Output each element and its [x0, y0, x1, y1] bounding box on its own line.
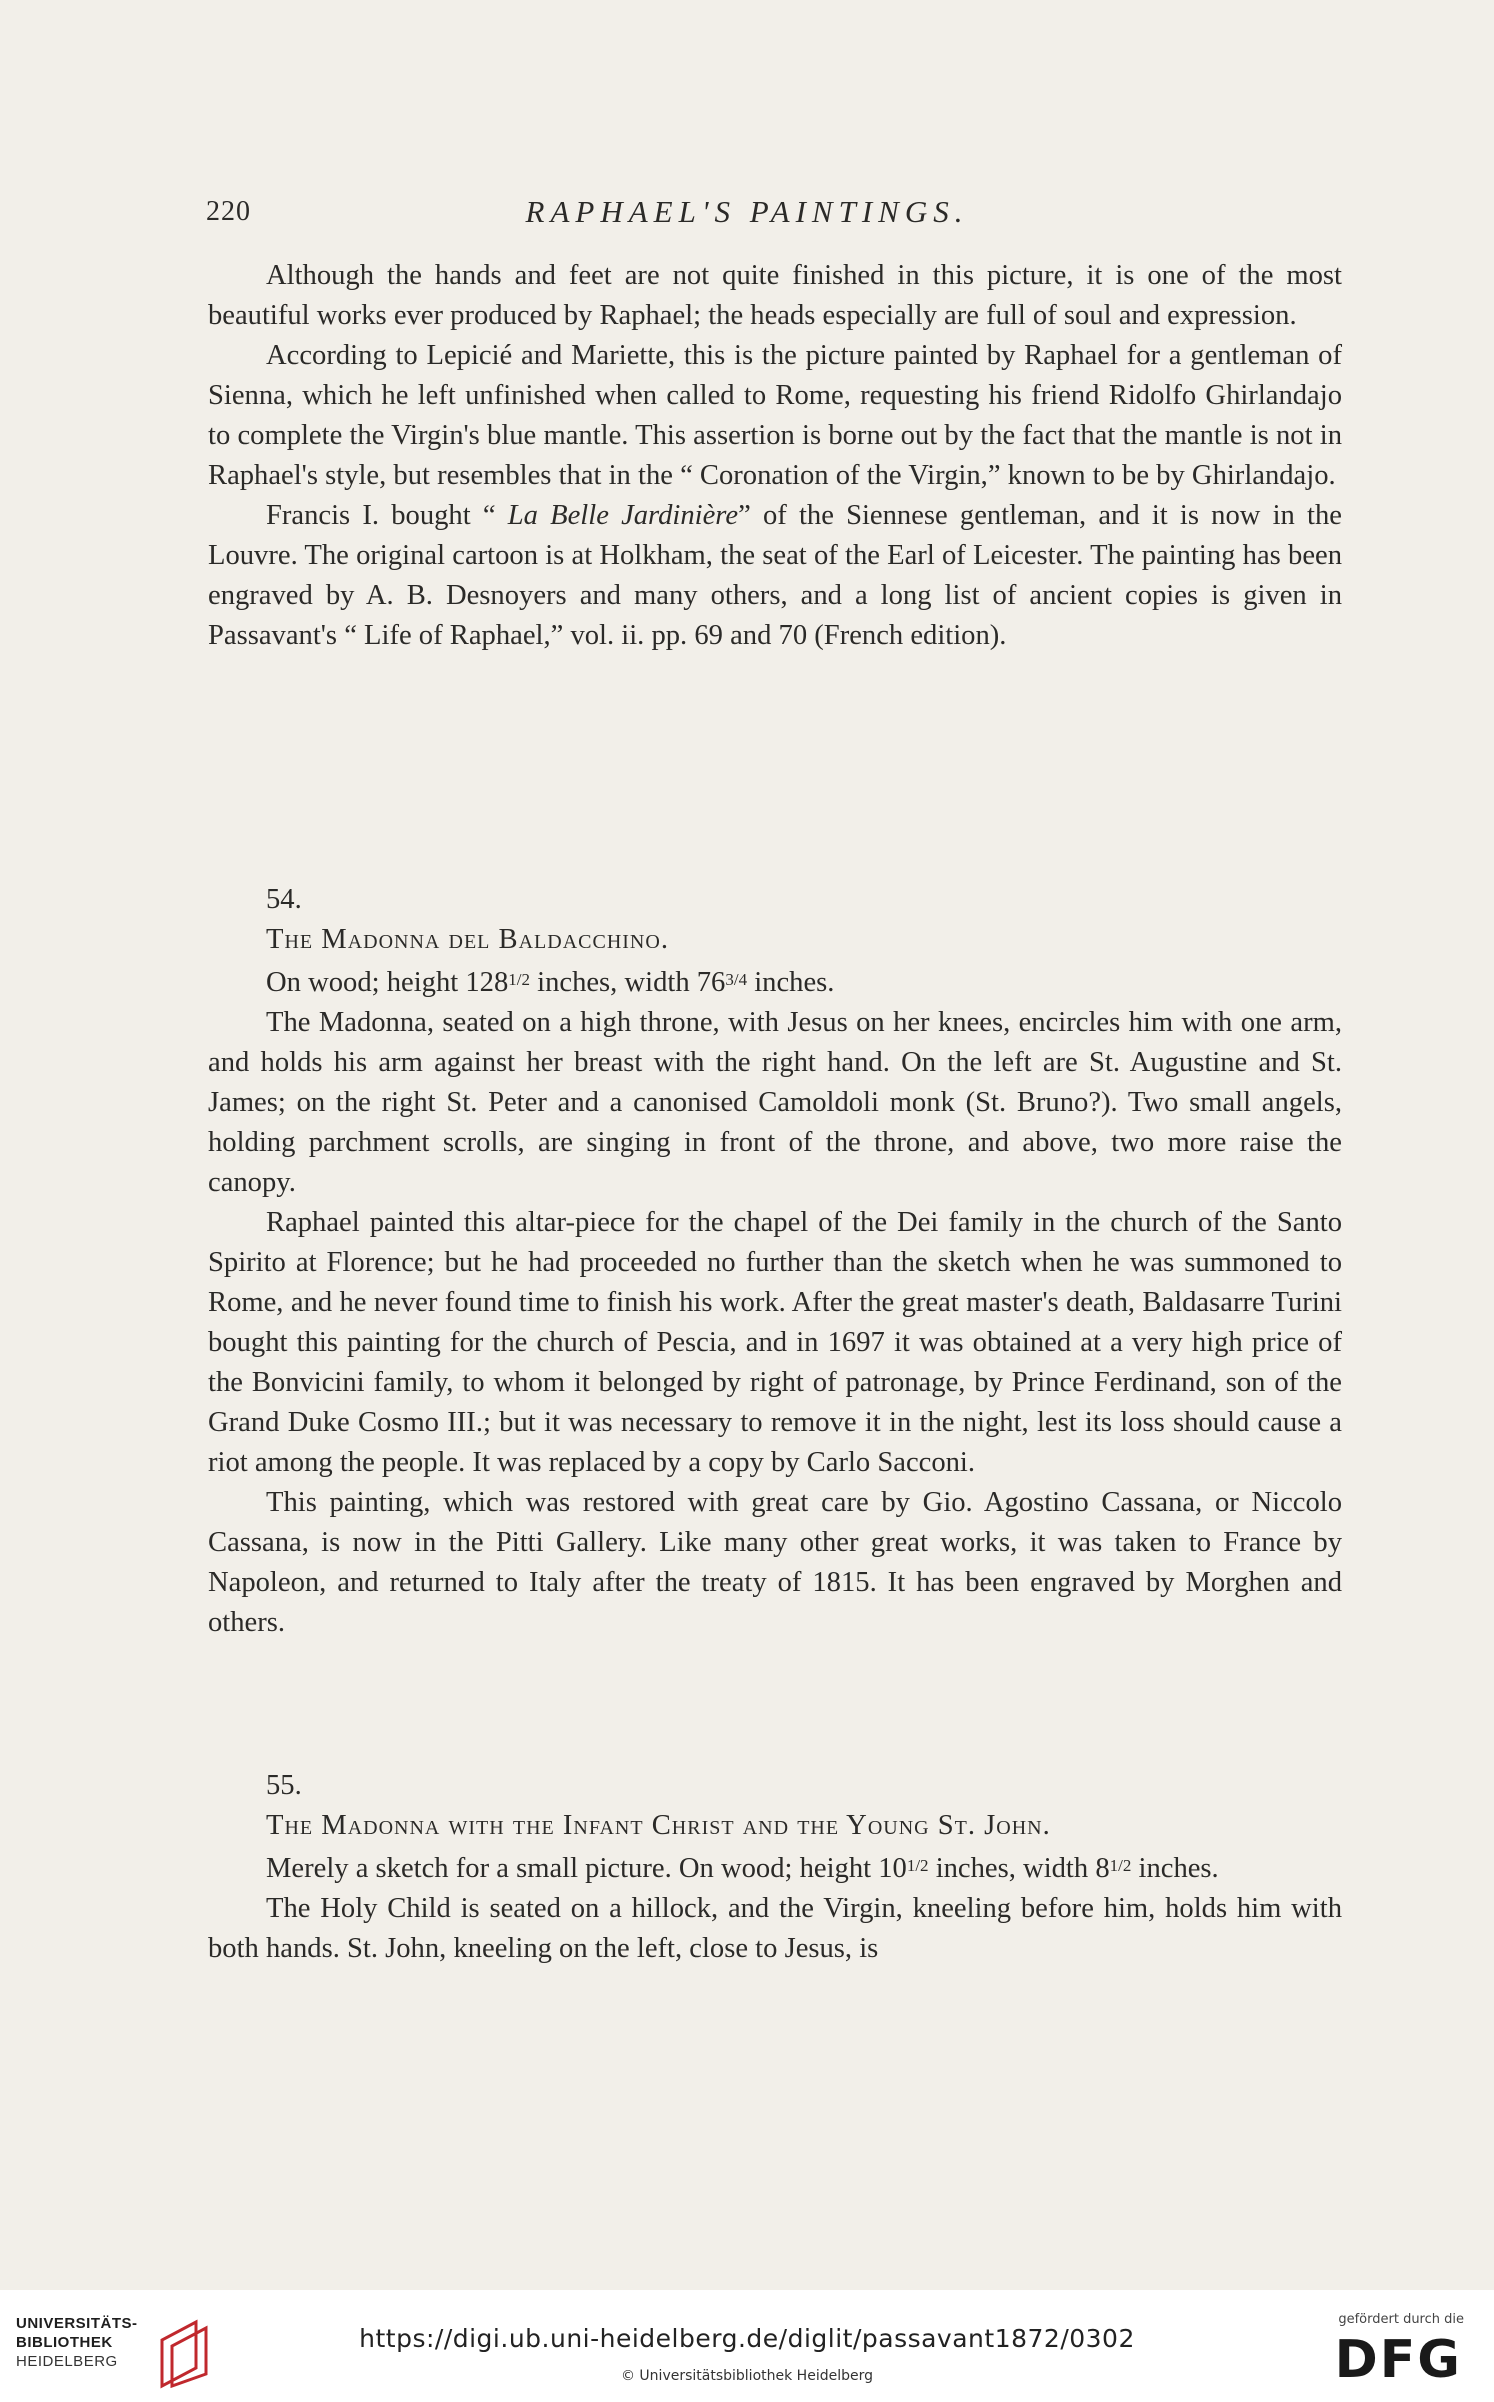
- section-55: [208, 1766, 1342, 1969]
- text-run: inches.: [1131, 1853, 1219, 1884]
- dimensions-line: [208, 960, 1342, 1003]
- text-run: Francis I. bought “: [266, 500, 508, 531]
- page-header: [0, 190, 1494, 240]
- text-run: Merely a sketch for a small picture. On wood; height 10: [266, 1853, 907, 1884]
- paragraph: [208, 496, 1342, 656]
- library-name-line: UNIVERSITÄTS-: [16, 2315, 138, 2332]
- fraction: 1/2: [1109, 1856, 1132, 1875]
- dimensions-line: [208, 1846, 1342, 1889]
- text-run: inches, width 76: [529, 967, 726, 998]
- paragraph: According to Lepicié and Mariette, this is the picture painted by Raphael for a gentleman of Sienna, which he left unfinished when called to Rome, requesting his friend Ridolfo Ghirlandajo to complete the Virgin's blue mantle. This assertion is borne out by the fact that the mantle is not in Raphael's style, but resembles that in the “ Coronation of the Virgin,” known to be by Ghirlandajo.: [208, 340, 1342, 491]
- body-text-top: [208, 256, 1342, 656]
- text-run: inches, width 8: [928, 1853, 1110, 1884]
- text-run: On wood; height 128: [266, 967, 509, 998]
- section-title: The Madonna with the Infant Christ and the Young St. John.: [266, 1810, 1051, 1841]
- italic-title: La Belle Jardinière: [507, 500, 739, 531]
- library-name-line: HEIDELBERG: [16, 2353, 118, 2370]
- running-title: RAPHAEL'S PAINTINGS.: [525, 194, 969, 229]
- copyright-notice: © Universitätsbibliothek Heidelberg: [620, 2368, 873, 2384]
- library-name-line: BIBLIOTHEK: [16, 2334, 113, 2351]
- section-number: 55.: [266, 1770, 302, 1801]
- footer-bar: [0, 2290, 1494, 2402]
- section-54: [208, 880, 1342, 1643]
- text-run: ” of the Siennese gentleman, and it is now in the Louvre. The original cartoon is at Holkham, the seat of the Earl of Leicester. The painting has been engraved by A. B. Desnoyers and many others, and a long list of ancient copies is given in Passavant's “ Life of Raphael,” vol. ii. pp. 69 and 70 (French edition).: [208, 500, 1342, 651]
- section-title: The Madonna del Baldacchino.: [266, 924, 669, 955]
- fraction: 1/2: [906, 1856, 929, 1875]
- text-run: inches.: [747, 967, 835, 998]
- permalink-url[interactable]: https://digi.ub.uni-heidelberg.de/diglit/passavant1872/0302: [359, 2324, 1135, 2353]
- page-number: 220: [206, 196, 251, 227]
- section-number: 54.: [266, 884, 302, 915]
- paragraph: The Madonna, seated on a high throne, with Jesus on her knees, encircles him with one arm, and holds his arm against her breast with the right hand. On the left are St. Augustine and St. James; on the right St. Peter and a canonised Camoldoli monk (St. Bruno?). Two small angels, holding parchment scrolls, are singing in front of the throne, and above, two more raise the canopy.: [208, 1007, 1342, 1198]
- dfg-logo[interactable]: DFG: [1334, 2330, 1462, 2390]
- fraction: 3/4: [725, 970, 748, 989]
- paragraph: Although the hands and feet are not quite finished in this picture, it is one of the most beautiful works ever produced by Raphael; the heads especially are full of soul and expression.: [208, 260, 1342, 331]
- paragraph: The Holy Child is seated on a hillock, and the Virgin, kneeling before him, holds him with both hands. St. John, kneeling on the left, close to Jesus, is: [208, 1893, 1342, 1964]
- paragraph: This painting, which was restored with great care by Gio. Agostino Cassana, or Niccolo Cassana, is now in the Pitti Gallery. Like many other great works, it was taken to France by Napoleon, and returned to Italy after the treaty of 1815. It has been engraved by Morghen and others.: [208, 1487, 1342, 1638]
- paragraph: Raphael painted this altar-piece for the chapel of the Dei family in the church of the Santo Spirito at Florence; but he had proceeded no further than the sketch when he was summoned to Rome, and he never found time to finish his work. After the great master's death, Baldasarre Turini bought this painting for the church of Pescia, and in 1697 it was obtained at a very high price of the Bonvicini family, to whom it belonged by right of patronage, by Prince Ferdinand, son of the Grand Duke Cosmo III.; but it was necessary to remove it in the night, lest its loss should cause a riot among the people. It was replaced by a copy by Carlo Sacconi.: [208, 1207, 1342, 1478]
- funding-note: gefördert durch die: [1338, 2312, 1464, 2327]
- fraction: 1/2: [508, 970, 530, 989]
